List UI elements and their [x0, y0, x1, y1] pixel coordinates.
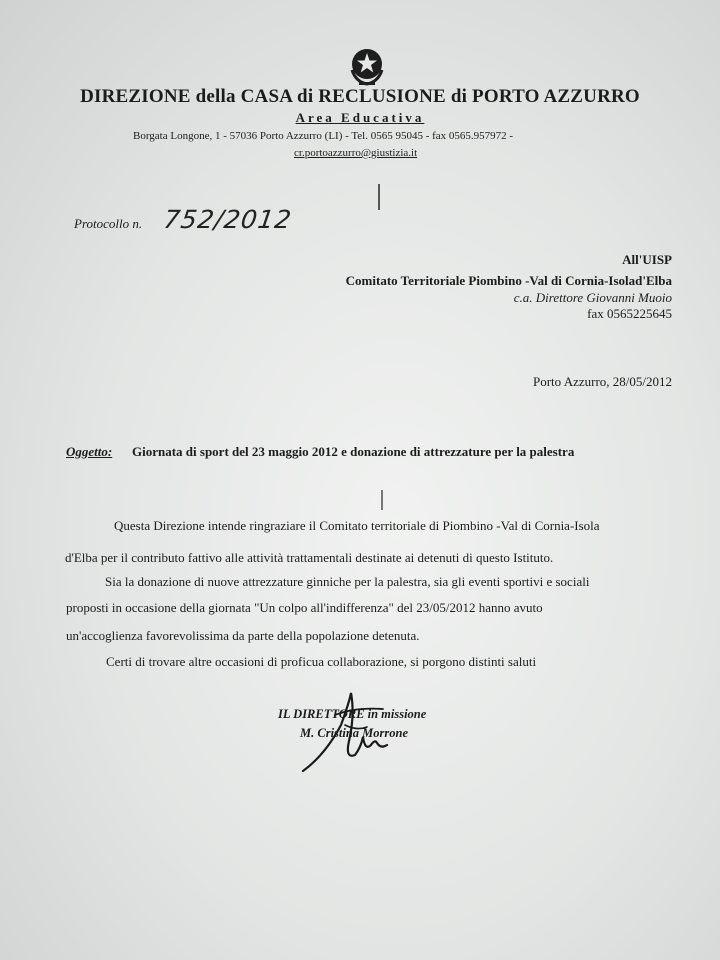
recipient-attention: c.a. Direttore Giovanni Muoio [513, 290, 672, 305]
office-email: cr.portoazzurro@giustizia.it [294, 147, 418, 159]
body-paragraph-1-line-1: Questa Direzione intende ringraziare il Comitato territoriale di Piombino -Val di Cornia-Isola [114, 518, 600, 533]
recipient-fax: fax 0565225645 [587, 306, 672, 321]
office-address: Borgata Longone, 1 - 57036 Porto Azzurro (LI) - Tel. 0565 95045 - fax 0565.957972 - [133, 130, 514, 142]
subject-label: Oggetto: [66, 444, 113, 459]
body-paragraph-2-line-2: proposti in occasione della giornata "Un colpo all'indifferenza" del 23/05/2012 hanno avuto [66, 600, 543, 615]
office-name: DIREZIONE della CASA di RECLUSIONE di PORTO AZZURRO [80, 86, 640, 107]
body-paragraph-2-line-1: Sia la donazione di nuove attrezzature ginniche per la palestra, sia gli eventi sportivi e sociali [105, 574, 590, 589]
unit-name: Area Educativa [295, 110, 425, 125]
recipient-name: All'UISP [622, 252, 672, 267]
handwritten-signature-icon [295, 685, 415, 780]
body-paragraph-3: Certi di trovare altre occasioni di proficua collaborazione, si porgono distinti saluti [106, 654, 537, 669]
protocol-label: Protocollo n. [74, 216, 143, 231]
italian-republic-emblem-icon [346, 44, 388, 88]
signature-title: IL DIRETTORE in missione [278, 707, 427, 721]
body-paragraph-2-line-3: un'accoglienza favorevolissima da parte della popolazione detenuta. [66, 628, 420, 643]
subject-text: Giornata di sport del 23 maggio 2012 e donazione di attrezzature per la palestra [132, 444, 575, 459]
margin-mark [378, 184, 380, 210]
protocol-number: 752/2012 [161, 205, 294, 234]
margin-mark [381, 490, 383, 510]
place-date: Porto Azzurro, 28/05/2012 [532, 374, 672, 389]
body-paragraph-1-line-2: d'Elba per il contributo fattivo alle attività trattamentali destinate ai detenuti di questo Istituto. [65, 550, 554, 565]
signature-name: M. Cristina Morrone [300, 726, 409, 740]
recipient-committee: Comitato Territoriale Piombino -Val di Cornia-Isolad'Elba [345, 273, 672, 288]
